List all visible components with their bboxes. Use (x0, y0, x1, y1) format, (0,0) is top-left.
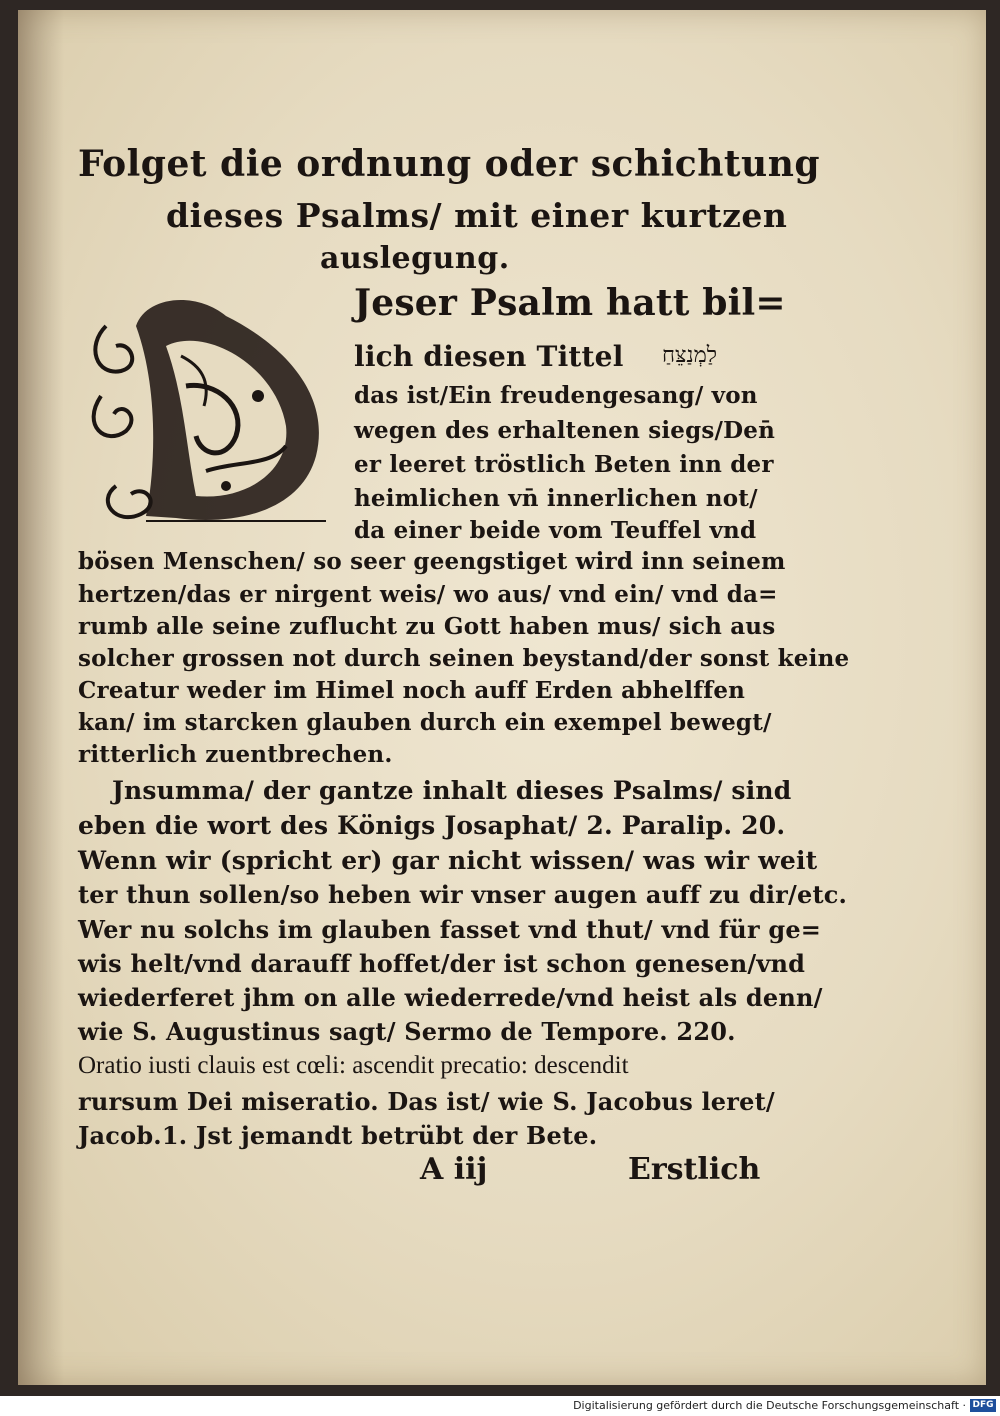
decorated-initial-d (86, 286, 344, 530)
para2-line-9: Oratio iusti clauis est cœli: ascendit precatio: descendit (78, 1052, 629, 1079)
para2-line-3: Wenn wir (spricht er) gar nicht wissen/ was wir weit (78, 846, 818, 875)
dfg-logo-icon: DFG (970, 1399, 996, 1412)
page-title-line-2: dieses Psalms/ mit einer kurtzen (166, 196, 788, 235)
page-title-line-3: auslegung. (320, 241, 510, 276)
para2-line-2: eben die wort des Königs Josaphat/ 2. Paralip. 20. (78, 811, 786, 840)
para2-line-7: wiederferet jhm on alle wiederrede/vnd heist als denn/ (78, 983, 823, 1012)
para1-line-13: kan/ im starcken glauben durch ein exempel bewegt/ (78, 709, 772, 736)
para1-line-14: ritterlich zuentbrechen. (78, 741, 393, 768)
para1-line-7: da einer beide vom Teuffel vnd (354, 517, 757, 544)
para1-line-6: heimlichen vn̄ innerlichen not/ (354, 485, 758, 512)
para1-line-12: Creatur weder im Himel noch auff Erden abhelffen (78, 677, 746, 704)
footer-credit: Digitalisierung gefördert durch die Deutsche Forschungsgemeinschaft · (573, 1399, 966, 1412)
document-page (18, 10, 986, 1385)
footer-bar (0, 1396, 1000, 1416)
para2-line-6: wis helt/vnd darauff hoffet/der ist schon genesen/vnd (78, 949, 806, 978)
para1-line-2: lich diesen Tittel (354, 340, 624, 373)
para1-line-11: solcher grossen not durch seinen beystand/der sonst keine (78, 645, 850, 672)
page-title-line-1: Folget die ordnung oder schichtung (78, 143, 821, 185)
para2-line-1: Jnsumma/ der gantze inhalt dieses Psalms/ sind (112, 776, 792, 805)
para2-line-8: wie S. Augustinus sagt/ Sermo de Tempore. 220. (78, 1017, 736, 1046)
signature-mark: A iij (420, 1152, 488, 1187)
hebrew-word: לַמְנַצֵּחַ (662, 343, 718, 368)
para1-line-9: hertzen/das er nirgent weis/ wo aus/ vnd ein/ vnd da= (78, 581, 778, 608)
para1-line-4: wegen des erhaltenen siegs/Den̄ (354, 417, 776, 444)
para2-line-10: rursum Dei miseratio. Das ist/ wie S. Jacobus leret/ (78, 1087, 775, 1116)
catchword: Erstlich (628, 1152, 761, 1187)
para1-line-8: bösen Menschen/ so seer geengstiget wird inn seinem (78, 548, 786, 575)
para1-line-3: das ist/Ein freudengesang/ von (354, 382, 758, 409)
para2-line-5: Wer nu solchs im glauben fasset vnd thut/ vnd für ge= (78, 915, 822, 944)
para1-line-1: Jeser Psalm hatt bil= (354, 282, 786, 324)
para2-line-11: Jacob.1. Jst jemandt betrübt der Bete. (78, 1121, 598, 1150)
para1-line-10: rumb alle seine zuflucht zu Gott haben mus/ sich aus (78, 613, 776, 640)
para1-line-5: er leeret tröstlich Beten inn der (354, 451, 774, 478)
para2-line-4: ter thun sollen/so heben wir vnser augen auff zu dir/etc. (78, 880, 848, 909)
